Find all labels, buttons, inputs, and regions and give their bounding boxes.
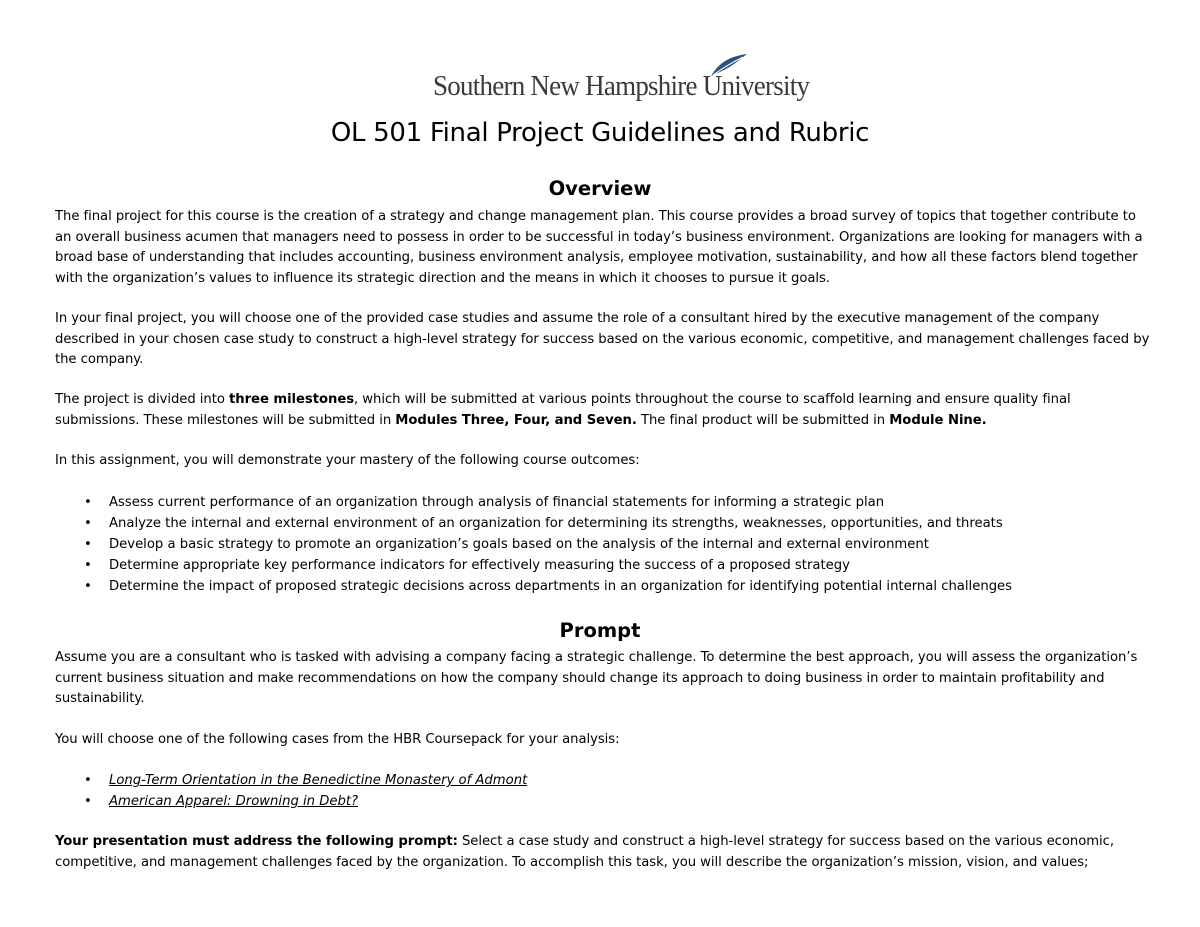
p3-bold-final-module: Module Nine. xyxy=(889,412,987,428)
list-item: • Determine appropriate key performance indicators for effectively measuring the success of a proposed strategy xyxy=(55,555,1155,576)
p3-bold-modules: Modules Three, Four, and Seven. xyxy=(395,412,637,428)
p3-text-e: The final product will be submitted in xyxy=(636,412,890,428)
overview-heading: Overview xyxy=(548,177,652,200)
overview-paragraph-3 xyxy=(55,390,1155,431)
bullet-icon: • xyxy=(84,537,92,552)
list-item: • Assess current performance of an organization through analysis of financial statements for informing a strategic plan xyxy=(55,492,1155,513)
overview-paragraph-2: In your final project, you will choose one of the provided case studies and assume the role of a consultant hired by the executive management of the company described in your chosen case study to construct a high-level strategy for success based on the various economic, competitive, and management challenges faced by the company. xyxy=(55,311,1150,367)
bullet-icon: • xyxy=(84,495,92,510)
university-logo xyxy=(433,52,810,106)
bullet-icon: • xyxy=(84,579,92,594)
list-item[interactable] xyxy=(55,770,1155,791)
overview-paragraph-4: In this assignment, you will demonstrate your mastery of the following course outcomes: xyxy=(55,453,640,468)
p3-text-a: The project is divided into xyxy=(55,392,230,407)
logo-wordmark: Southern New Hampshire University xyxy=(433,70,810,102)
case-link-admont[interactable]: Long-Term Orientation in the Benedictine Monastery of Admont xyxy=(109,773,528,788)
prompt-text: Select a case study and construct a high-level strategy for success based on the various economic, competitive, and management challenges faced by the organization. To accomplish this task, you will describe the organization’s mission, vision, and values; xyxy=(55,834,1114,870)
course-outcomes-list xyxy=(55,492,1155,597)
list-item: • Analyze the internal and external environment of an organization for determining its strengths, weaknesses, opportunities, and threats xyxy=(55,513,1155,534)
list-item: • Develop a basic strategy to promote an organization’s goals based on the analysis of the internal and external environment xyxy=(55,534,1155,555)
p3-bold-milestones: three milestones xyxy=(229,392,355,407)
list-item: • Determine the impact of proposed strategic decisions across departments in an organization for identifying potential internal challenges xyxy=(55,576,1155,597)
p3-text-c: , which will be submitted at various points throughout the course to scaffold learning and ensure quality final submissions. These milestones will be submitted in xyxy=(55,392,1071,428)
prompt-lead-bold: Your presentation must address the following prompt: xyxy=(55,834,458,849)
page-title: OL 501 Final Project Guidelines and Rubric xyxy=(330,118,870,148)
case-list xyxy=(55,770,1155,812)
bullet-icon: • xyxy=(84,773,92,788)
case-link-american-apparel[interactable]: American Apparel: Drowning in Debt? xyxy=(109,794,359,809)
prompt-paragraph-3 xyxy=(55,832,1155,873)
list-item[interactable] xyxy=(55,791,1155,812)
overview-paragraph-1: The final project for this course is the creation of a strategy and change management plan. This course provides a broad survey of topics that together contribute to an overall business acumen that managers need to possess in order to be successful in today’s business environment. Organizations are looking for managers with a broad base of understanding that includes accounting, business environment analysis, employee motivation, sustainability, and how all these factors blend together with the organization’s values to influence its strategic direction and the means in which it chooses to pursue it goals. xyxy=(55,209,1143,286)
bullet-icon: • xyxy=(84,794,92,809)
prompt-paragraph-1: Assume you are a consultant who is tasked with advising a company facing a strategic challenge. To determine the best approach, you will assess the organization’s current business situation and make recommendations on how the company should change its approach to doing business in order to maintain profitability and sustainability. xyxy=(55,650,1138,706)
bullet-icon: • xyxy=(84,558,92,573)
prompt-paragraph-2: You will choose one of the following cases from the HBR Coursepack for your analysis: xyxy=(55,732,620,747)
bullet-icon: • xyxy=(84,516,92,531)
prompt-heading: Prompt xyxy=(559,619,641,642)
